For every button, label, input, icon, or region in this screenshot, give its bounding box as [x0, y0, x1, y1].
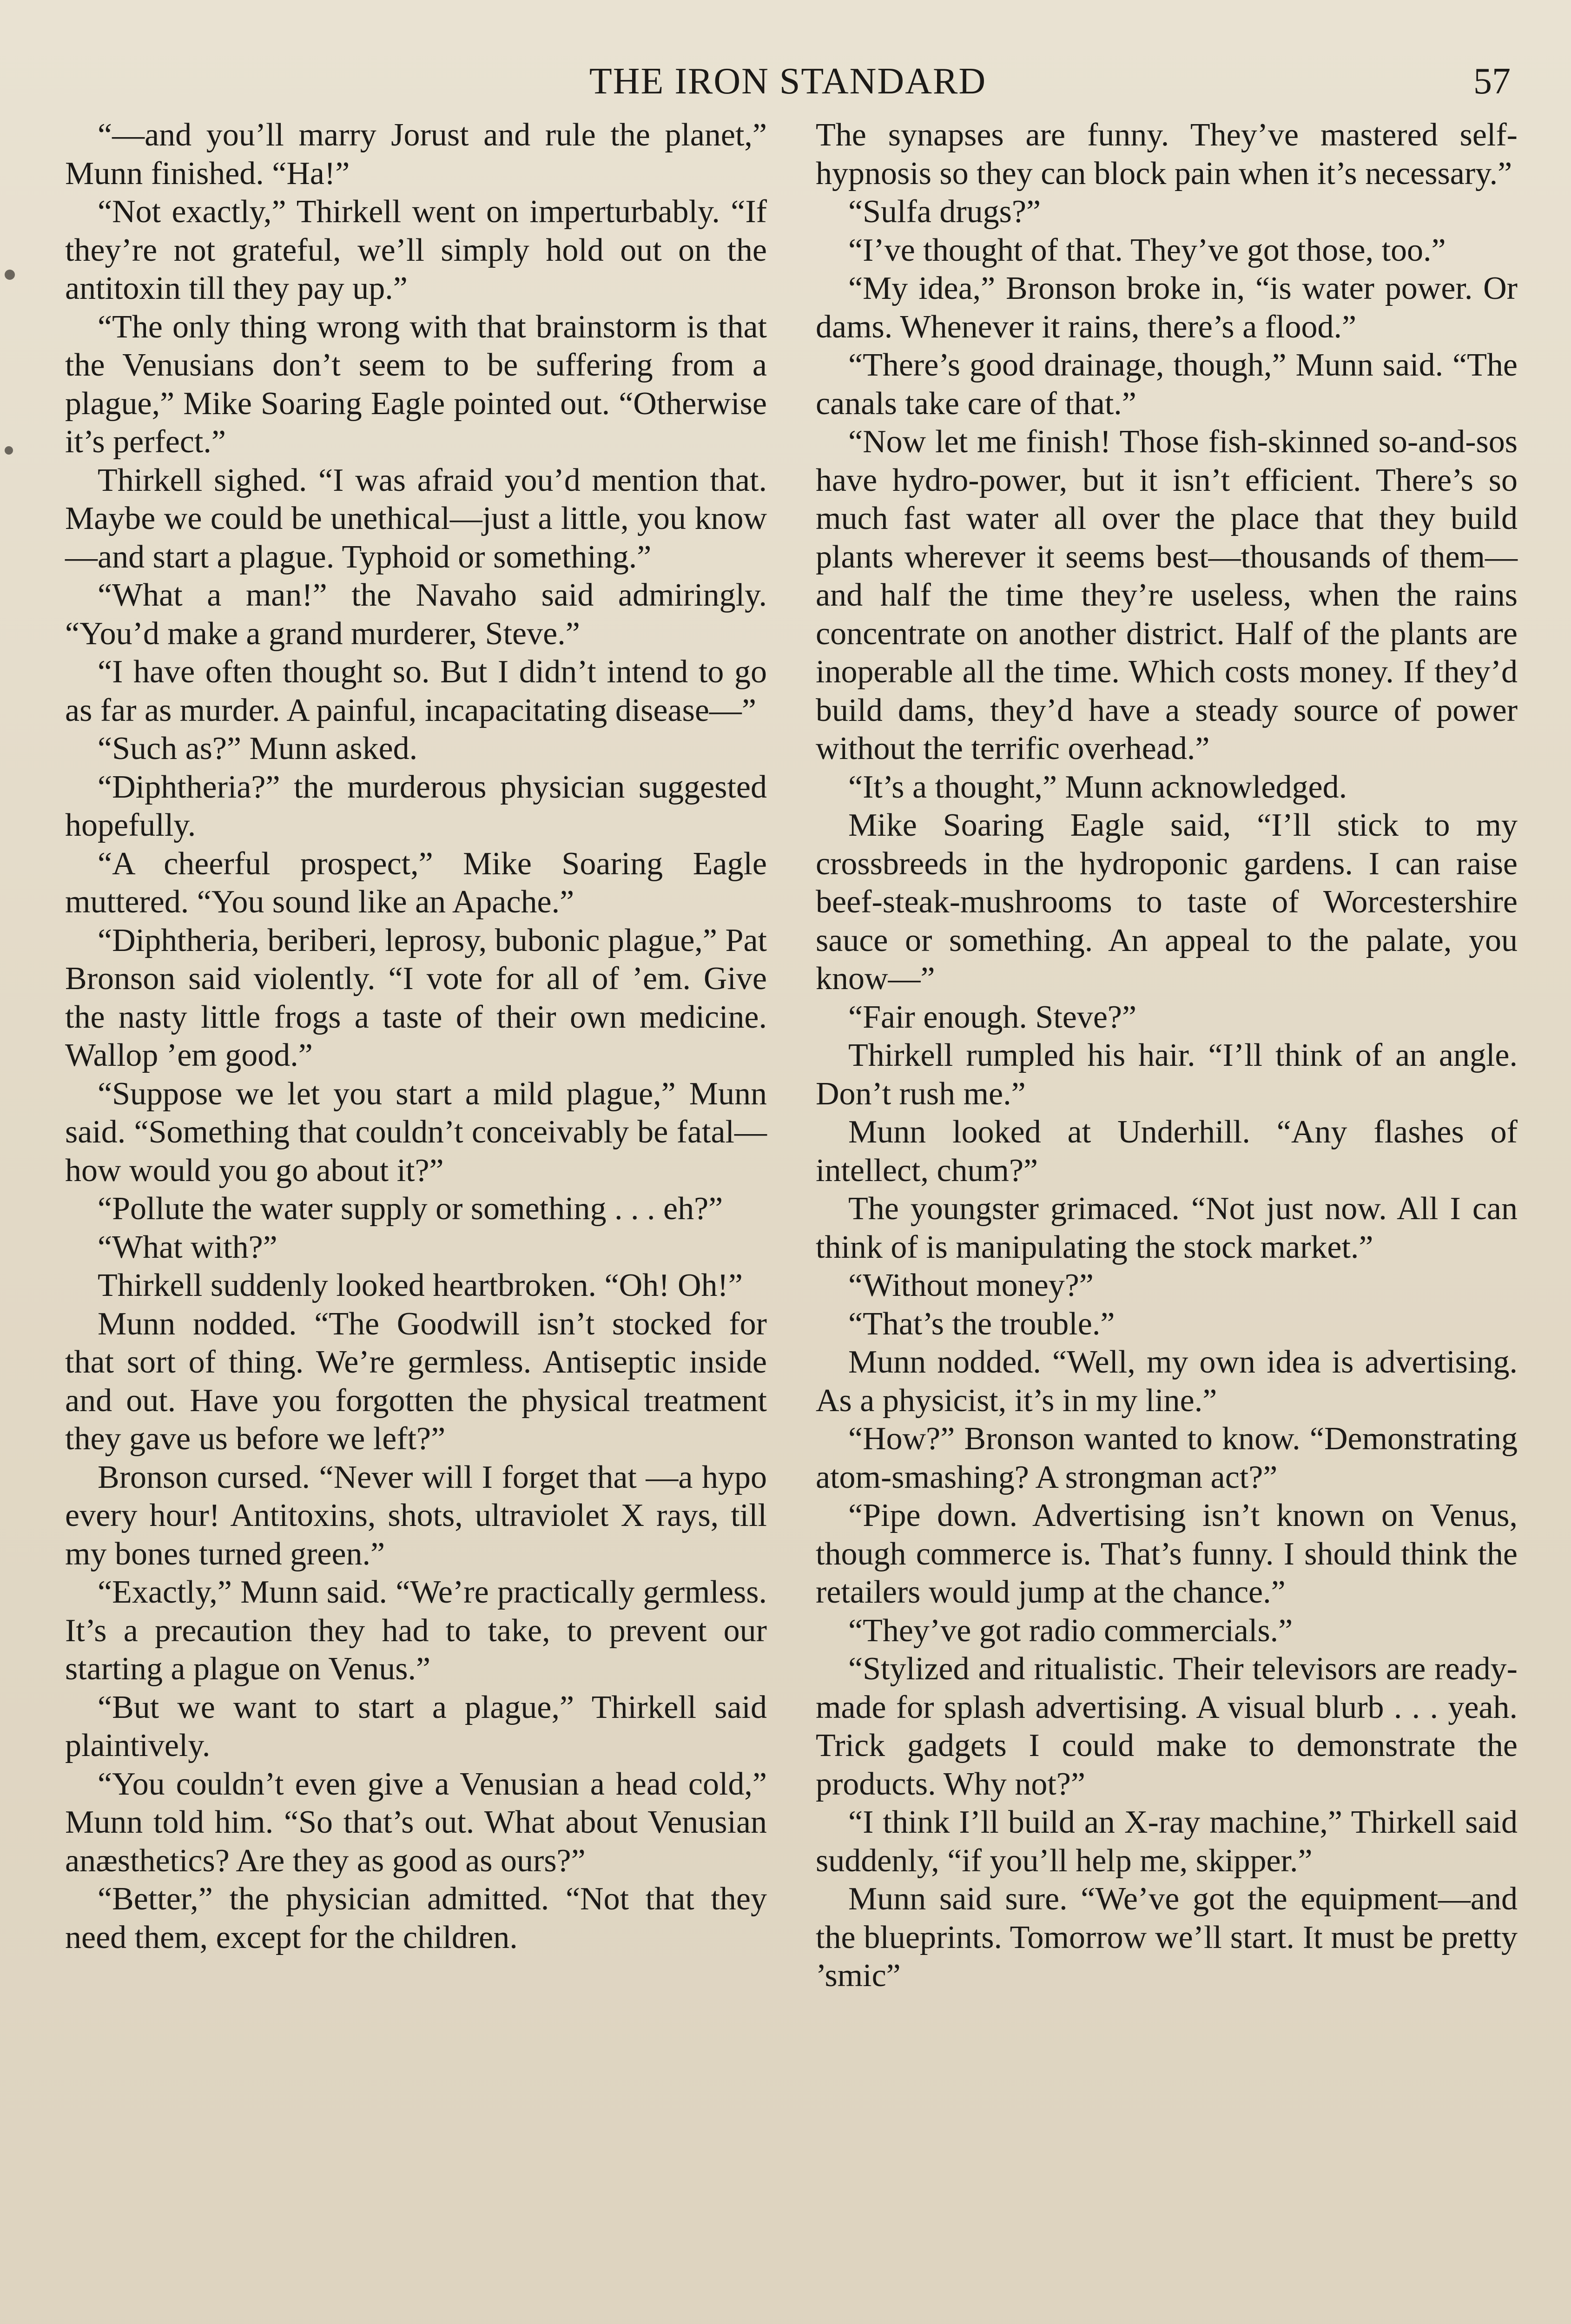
- paragraph: “That’s the trouble.”: [848, 1306, 1115, 1342]
- paragraph: “Suppose we let you start a mild plague,” Munn said. “Something that couldn’t conceivably be fatal—how would you go about it?”: [65, 1076, 767, 1188]
- right-column: [816, 116, 1518, 1995]
- paragraph: “Sulfa drugs?”: [848, 194, 1041, 230]
- paragraph: “Fair enough. Steve?”: [848, 999, 1137, 1035]
- paragraph: “What a man!” the Navaho said admiringly. “You’d make a grand murderer, Steve.”: [65, 577, 767, 652]
- page-edge-mark: [5, 270, 15, 280]
- paragraph: Thirkell sighed. “I was afraid you’d mention that. Maybe we could be unethical—just a little, you know—and start a plague. Typhoid or something.”: [65, 462, 767, 575]
- paragraph: The synapses are funny. They’ve mastered self-hypnosis so they can block pain when it’s necessary.”: [816, 117, 1518, 191]
- paragraph: “The only thing wrong with that brainstorm is that the Venusians don’t seem to be suffering from a plague,” Mike Soaring Eagle pointed out. “Otherwise it’s perfect.”: [65, 309, 767, 460]
- paragraph: “I have often thought so. But I didn’t intend to go as far as murder. A painful, incapacitating disease—”: [65, 654, 767, 728]
- paragraph: “A cheerful prospect,” Mike Soaring Eagle muttered. “You sound like an Apache.”: [65, 845, 767, 920]
- paragraph: “I think I’ll build an X-ray machine,” Thirkell said suddenly, “if you’ll help me, skipper.”: [816, 1804, 1518, 1879]
- paragraph: “Diphtheria?” the murderous physician suggested hopefully.: [65, 769, 767, 843]
- paragraph: “My idea,” Bronson broke in, “is water power. Or dams. Whenever it rains, there’s a flood.”: [816, 271, 1518, 345]
- paragraph: “Better,” the physician admitted. “Not that they need them, except for the children.: [65, 1881, 767, 1955]
- paragraph: The youngster grimaced. “Not just now. All I can think of is manipulating the stock market.”: [816, 1191, 1518, 1265]
- paragraph: “But we want to start a plague,” Thirkell said plaintively.: [65, 1689, 767, 1763]
- paragraph: “There’s good drainage, though,” Munn said. “The canals take care of that.”: [816, 347, 1518, 422]
- paragraph: Mike Soaring Eagle said, “I’ll stick to my crossbreeds in the hydroponic gardens. I can raise beef-steak-mushrooms to taste of Worcestershire sauce or something. An appeal to the palate, you know—”: [816, 807, 1518, 997]
- paragraph: “What with?”: [98, 1229, 277, 1265]
- page-number: 57: [1473, 61, 1511, 102]
- paragraph: “Now let me finish! Those fish-skinned so-and-sos have hydro-power, but it isn’t efficient. There’s so much fast water all over the place that they build plants wherever it seems best—thousands of them—and half the time they’re useless, when the rains concentrate on another district. Half of the plants are inoperable all the time. Which costs money. If they’d build dams, they’d have a steady source of power without the terrific overhead.”: [816, 424, 1518, 766]
- paragraph: “Diphtheria, beriberi, leprosy, bubonic plague,” Pat Bronson said violently. “I vote for all of ’em. Give the nasty little frogs a taste of their own medicine. Wallop ’em good.”: [65, 922, 767, 1073]
- paragraph: “Not exactly,” Thirkell went on imperturbably. “If they’re not grateful, we’ll simply hold out on the antitoxin till they pay up.”: [65, 194, 767, 306]
- paragraph: “I’ve thought of that. They’ve got those, too.”: [848, 232, 1446, 268]
- paragraph: Munn said sure. “We’ve got the equipment—and the blueprints. Tomorrow we’ll start. It must be pretty ’smic”: [816, 1881, 1518, 1994]
- left-column: [65, 116, 767, 1957]
- paragraph: “Pipe down. Advertising isn’t known on Venus, though commerce is. That’s funny. I should think the retailers would jump at the chance.”: [816, 1498, 1518, 1610]
- paragraph: “How?” Bronson wanted to know. “Demonstrating atom-smashing? A strongman act?”: [816, 1421, 1518, 1495]
- paragraph: “It’s a thought,” Munn acknowledged.: [848, 769, 1347, 805]
- paragraph: “Such as?” Munn asked.: [98, 731, 418, 766]
- paragraph: “—and you’ll marry Jorust and rule the planet,” Munn finished. “Ha!”: [65, 117, 767, 191]
- paragraph: Thirkell rumpled his hair. “I’ll think of an angle. Don’t rush me.”: [816, 1037, 1518, 1112]
- running-title: THE IRON STANDARD: [589, 61, 987, 102]
- paragraph: “They’ve got radio commercials.”: [848, 1612, 1293, 1649]
- paragraph: Munn nodded. “The Goodwill isn’t stocked for that sort of thing. We’re germless. Antiseptic inside and out. Have you forgotten the physical treatment they gave us before we left?”: [65, 1306, 767, 1457]
- paragraph: Munn looked at Underhill. “Any flashes of intellect, chum?”: [816, 1114, 1518, 1188]
- paragraph: “Exactly,” Munn said. “We’re practically germless. It’s a precaution they had to take, to prevent our starting a plague on Venus.”: [65, 1574, 767, 1687]
- paragraph: “Without money?”: [848, 1268, 1094, 1303]
- page-edge-mark: [5, 446, 13, 455]
- paragraph: Munn nodded. “Well, my own idea is advertising. As a physicist, it’s in my line.”: [816, 1344, 1518, 1419]
- paragraph: Bronson cursed. “Never will I forget that —a hypo every hour! Antitoxins, shots, ultraviolet X rays, till my bones turned green.”: [65, 1459, 767, 1572]
- paragraph: “Pollute the water supply or something . . . eh?”: [98, 1191, 723, 1227]
- paragraph: “You couldn’t even give a Venusian a head cold,” Munn told him. “So that’s out. What about Venusian anæsthetics? Are they as good as ours?”: [65, 1766, 767, 1879]
- page-header: [65, 56, 1511, 107]
- paragraph: “Stylized and ritualistic. Their televisors are ready-made for splash advertising. A visual blurb . . . yeah. Trick gadgets I could make to demonstrate the products. Why not?”: [816, 1651, 1518, 1802]
- paragraph: Thirkell suddenly looked heartbroken. “Oh! Oh!”: [98, 1268, 743, 1303]
